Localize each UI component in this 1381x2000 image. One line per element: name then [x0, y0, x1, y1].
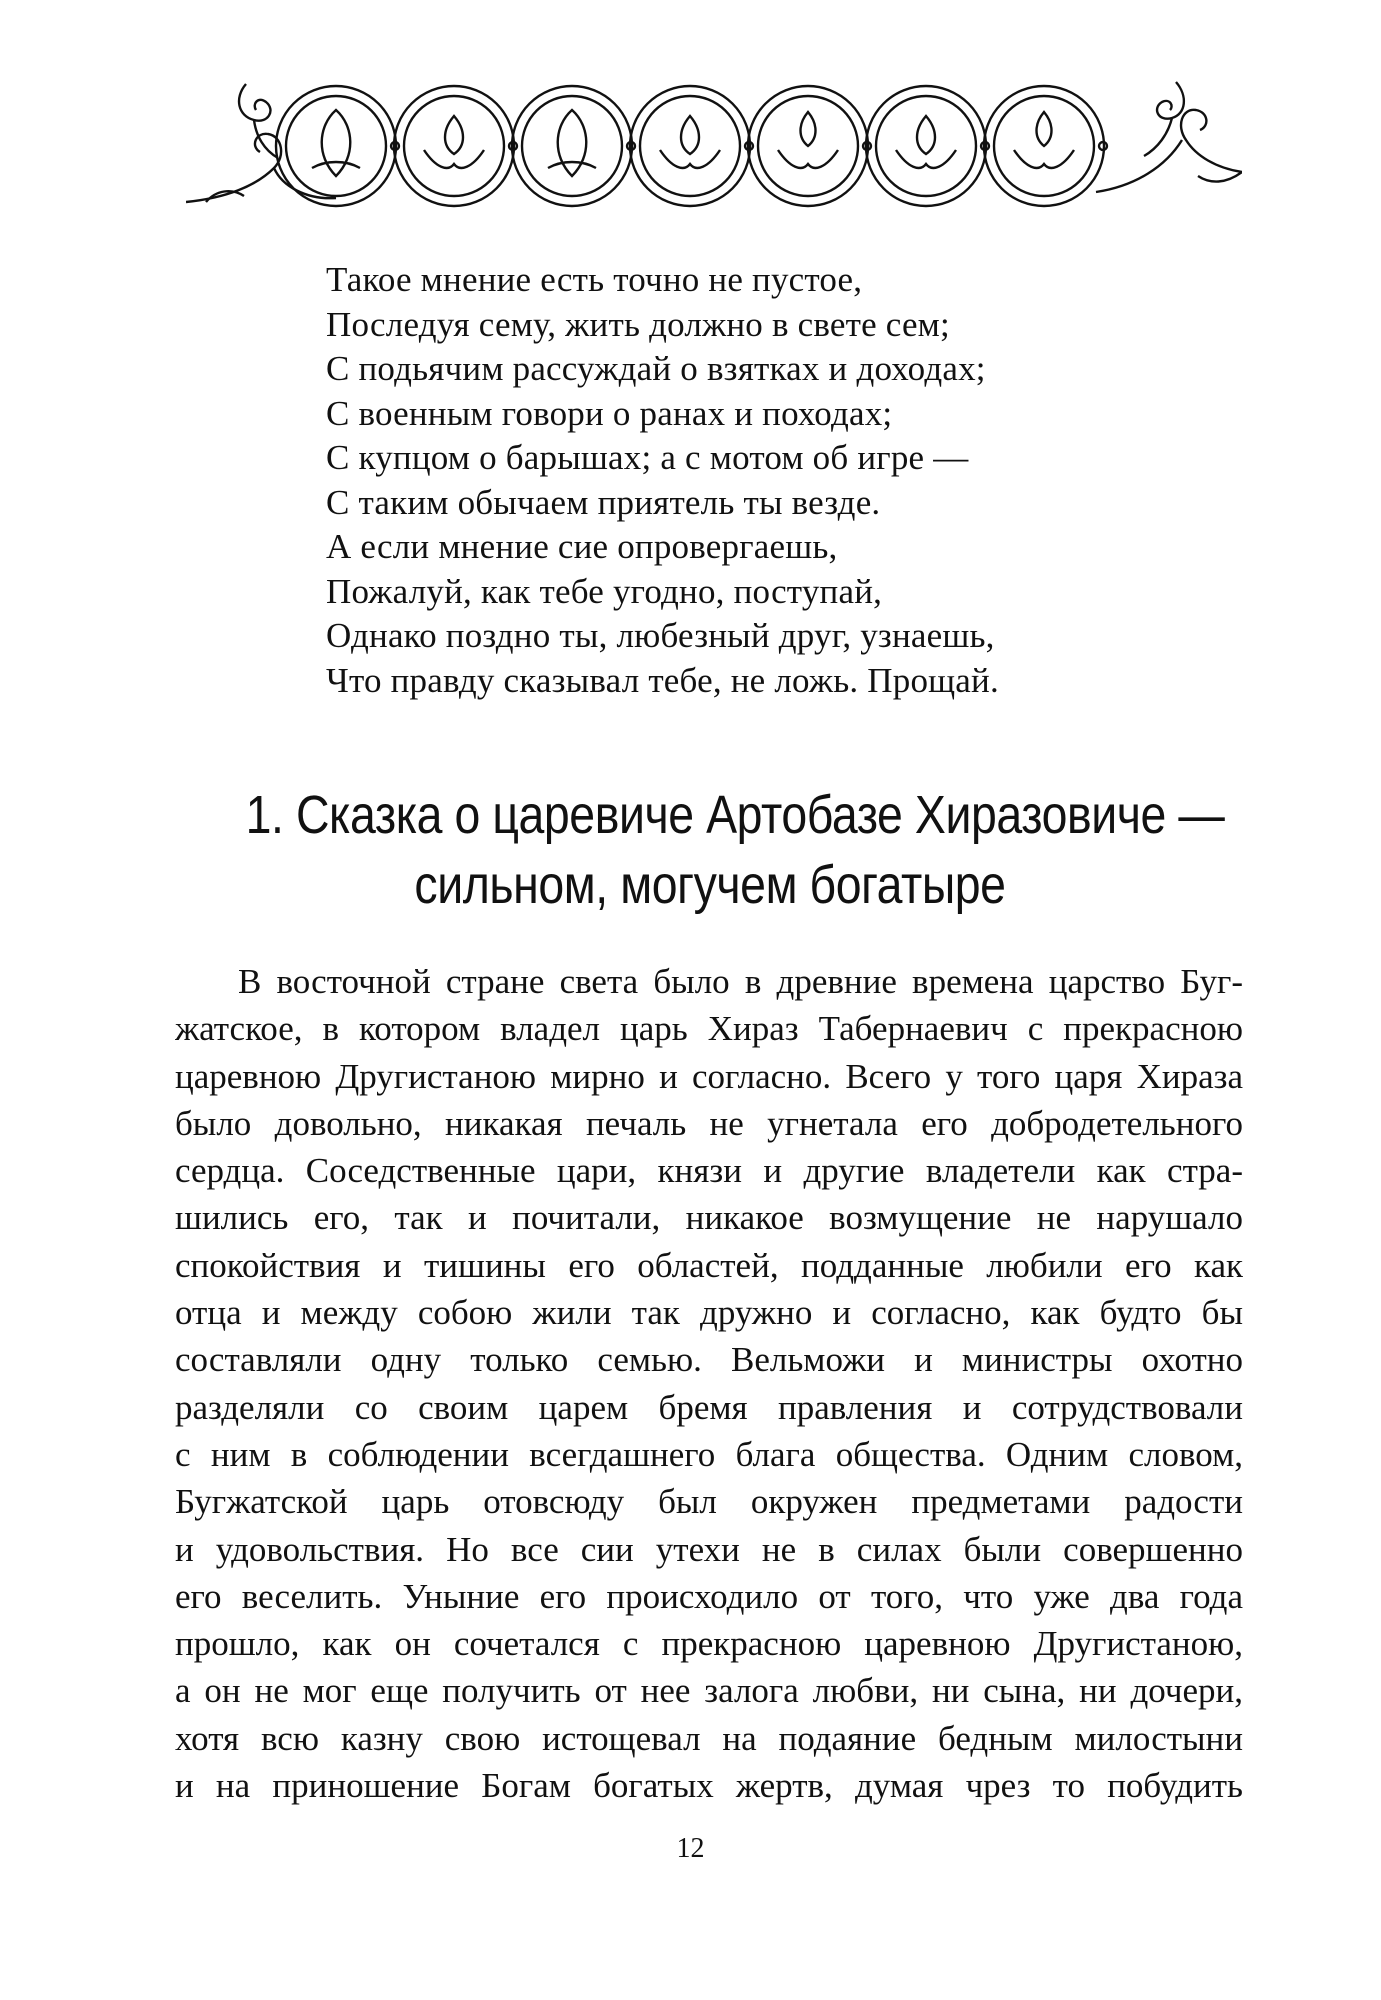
- text-line: его веселить. Уныние его происходило от того, что уже два года: [175, 1576, 1243, 1616]
- text-line: а он не мог еще получить от нее залога любви, ни сына, ни дочери,: [175, 1671, 1243, 1711]
- text-line: сердца. Соседственные цари, князи и другие владетели как стра-: [175, 1151, 1243, 1191]
- text-line: отца и между собою жили так дружно и согласно, как будто бы: [175, 1293, 1243, 1333]
- chapter-title-line-2: сильном, могучем богатыре: [414, 855, 1006, 915]
- text-line: царевною Другистаною мирно и согласно. Всего у того царя Хираза: [175, 1056, 1243, 1096]
- floral-vignette-icon: [186, 76, 1242, 210]
- text-line: прошло, как он сочетался с прекрасною царевною Другистаною,: [175, 1624, 1243, 1664]
- verse-line: Последуя сему, жить должно в свете сем;: [326, 304, 950, 344]
- verse-line: С подьячим рассуждай о взятках и доходах;: [326, 349, 986, 388]
- body-paragraph: [175, 958, 1243, 1809]
- text-line: жатское, в котором владел царь Хираз Табернаевич с прекрасною: [175, 1009, 1243, 1049]
- verse-line: Пожалуй, как тебе угодно, поступай,: [326, 571, 883, 611]
- text-line: Бугжатской царь отовсюду был окружен предметами радости: [175, 1482, 1243, 1522]
- text-line: хотя всю казну свою истощевал на подаяние бедным милостыни: [175, 1718, 1243, 1758]
- verse-line: С таким обычаем приятель ты везде.: [326, 482, 881, 522]
- verse-line: Что правду сказывал тебе, не ложь. Прощай.: [326, 660, 999, 700]
- text-line: и на приношение Богам богатых жертв, думая чрез то побудить: [175, 1766, 1243, 1806]
- text-line: с ним в соблюдении всегдашнего блага общества. Одним словом,: [175, 1434, 1243, 1474]
- verse-epigraph: [326, 258, 1186, 703]
- verse-line: Однако поздно ты, любезный друг, узнаешь,: [326, 616, 995, 655]
- text-line: разделяли со своим царем бремя правления и сотрудствовали: [175, 1387, 1243, 1427]
- text-line: и удовольствия. Но все сии утехи не в силах были совершенно: [175, 1529, 1243, 1569]
- verse-line: Такое мнение есть точно не пустое,: [326, 260, 863, 299]
- page-number: 12: [676, 1833, 705, 1864]
- text-line: В восточной стране света было в древние времена царство Буг-: [238, 962, 1243, 1001]
- text-line: было довольно, никакая печаль не угнетала его добродетельного: [175, 1103, 1243, 1143]
- text-line: спокойствия и тишины его областей, подданные любили его как: [175, 1245, 1243, 1285]
- verse-line: С купцом о барышах; а с мотом об игре —: [326, 438, 969, 477]
- text-line: составляли одну только семью. Вельможи и министры охотно: [175, 1340, 1243, 1380]
- chapter-title: [170, 780, 1250, 920]
- chapter-title-line-1: 1. Сказка о царевиче Артобазе Хиразовиче —: [245, 785, 1225, 845]
- verse-line: А если мнение сие опровергаешь,: [326, 527, 838, 566]
- verse-line: С военным говори о ранах и походах;: [326, 393, 893, 433]
- text-line: шились его, так и почитали, никакое возмущение не нарушало: [175, 1198, 1243, 1238]
